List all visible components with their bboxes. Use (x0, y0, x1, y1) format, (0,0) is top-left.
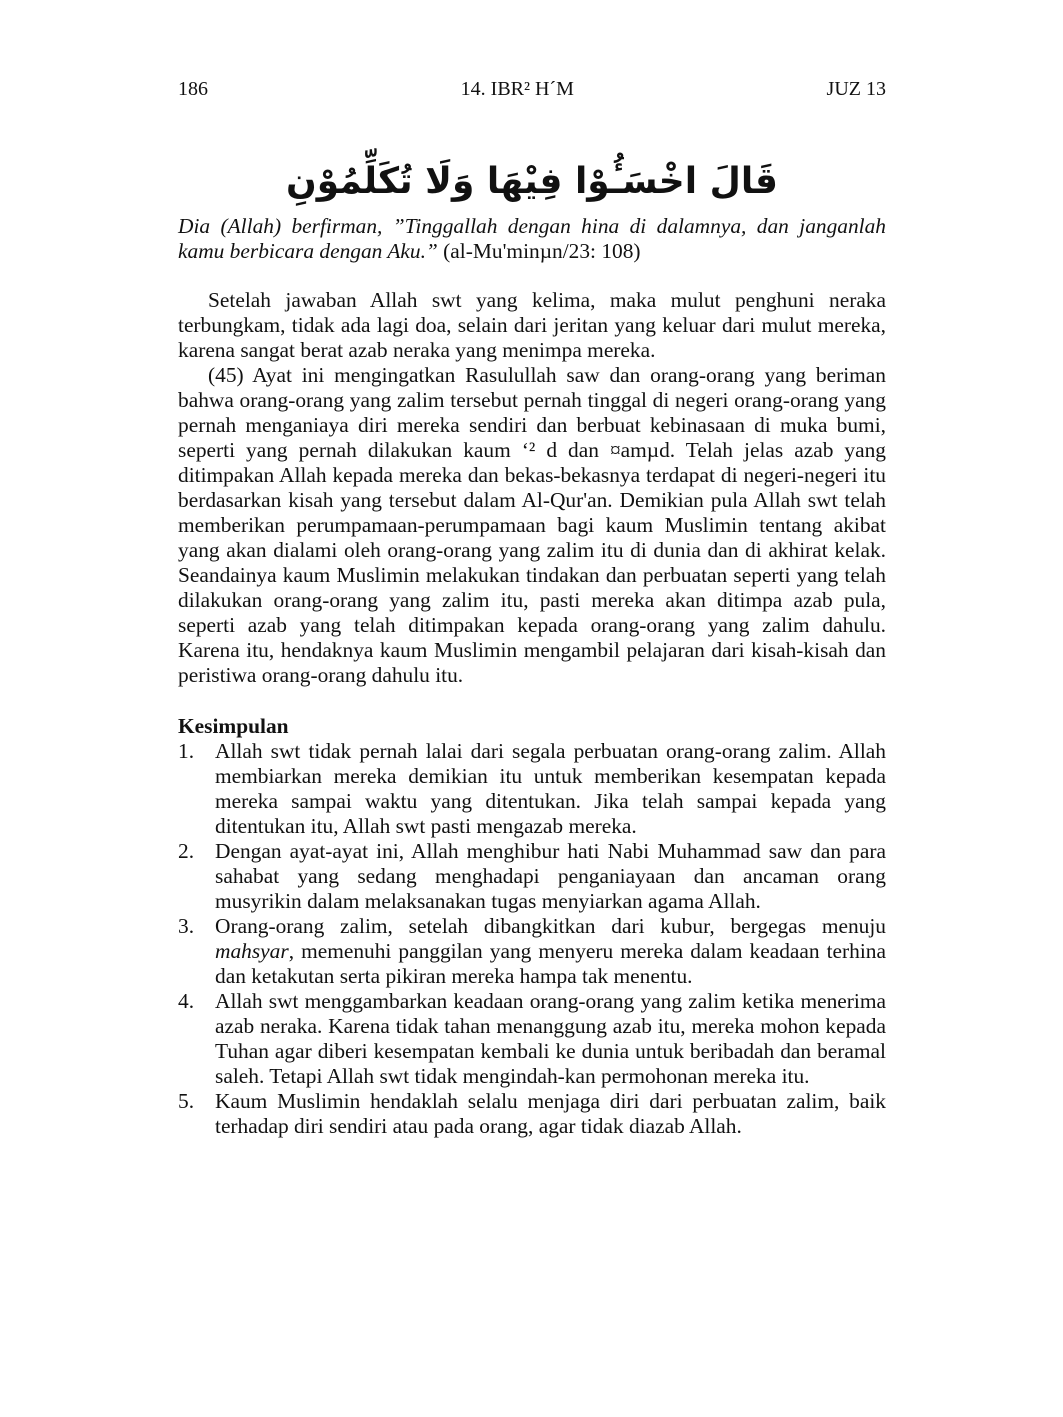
item-text: Kaum Muslimin hendaklah selalu menjaga diri dari perbuatan zalim, baik terhadap diri sendiri atau pada orang, agar tidak diazab Allah. (215, 1089, 886, 1138)
juz-label: JUZ 13 (826, 78, 886, 100)
item-number: 5. (178, 1089, 195, 1113)
section-title: Kesimpulan (178, 714, 289, 738)
verse-reference: (al-Mu'minµn/23: 108) (437, 239, 641, 263)
page-number: 186 (178, 78, 208, 100)
item-text-pre: Orang-orang zalim, setelah dibangkitkan dari kubur, bergegas menuju (215, 914, 886, 938)
list-item (178, 989, 886, 1089)
conclusion-list (178, 739, 886, 1139)
item-number: 2. (178, 839, 195, 863)
arabic-verse: قَالَ اخْسَـُٔوْا فِيْهَا وَلَا تُكَلِّمُوْنِ (286, 161, 778, 202)
item-number: 3. (178, 914, 195, 938)
paragraph: Setelah jawaban Allah swt yang kelima, maka mulut penghuni neraka terbungkam, tidak ada lagi doa, selain dari jeritan yang keluar dari mulut mereka, karena sangat berat azab neraka yang menimpa mereka. (178, 288, 886, 362)
paragraph: (45) Ayat ini mengingatkan Rasulullah saw dan orang-orang yang beriman bahwa orang-orang yang zalim tersebut pernah tinggal di negeri orang-orang yang pernah menganiaya diri mereka sendiri dan berbuat kebinasaan di muka bumi, seperti yang pernah dilakukan kaum ‘² d dan ¤amµd. Telah jelas azab yang ditimpakan Allah kepada mereka dan bekas-bekasnya terdapat di negeri-negeri itu berdasarkan kisah yang tersebut dalam Al-Qur'an. Demikian pula Allah swt telah memberikan perumpamaan-perumpamaan bagi kaum Muslimin tentang akibat yang akan dialami oleh orang-orang yang zalim itu di dunia dan di akhirat kelak. Seandainya kaum Muslimin melakukan tindakan dan perbuatan seperti yang telah dilakukan orang-orang yang zalim itu, pasti mereka akan ditimpa azab pula, seperti azab yang telah ditimpakan kepada orang-orang yang zalim dahulu. Karena itu, hendaknya kaum Muslimin mengambil pelajaran dari kisah-kisah dan peristiwa orang-orang dahulu itu. (178, 363, 886, 687)
list-item (178, 739, 886, 839)
item-number: 4. (178, 989, 195, 1013)
item-text-emphasis: mahsyar (215, 939, 289, 963)
list-item (178, 1089, 886, 1139)
translation-text: Dia (Allah) berfirman, ”Tinggallah dengan hina di dalamnya, dan janganlah kamu berbicara dengan Aku.” (178, 214, 886, 263)
page-header (178, 78, 886, 100)
item-text: Allah swt menggambarkan keadaan orang-orang yang zalim ketika menerima azab neraka. Karena tidak tahan menanggung azab itu, mereka mohon kepada Tuhan agar diberi kesempatan kembali ke dunia untuk beribadah dan beramal saleh. Tetapi Allah swt tidak mengindah-kan permohonan mereka itu. (215, 989, 886, 1088)
item-text-post: , memenuhi panggilan yang menyeru mereka dalam keadaan terhina dan ketakutan serta pikiran mereka hampa tak menentu. (215, 939, 886, 988)
book-page (178, 78, 886, 1139)
verse-translation (178, 214, 886, 264)
item-number: 1. (178, 739, 195, 763)
item-text: Allah swt tidak pernah lalai dari segala perbuatan orang-orang zalim. Allah membiarkan mereka demikian itu untuk memberikan kesempatan kepada mereka sampai waktu yang ditentukan. Jika telah sampai kepada yang ditentukan itu, Allah swt pasti mengazab mereka. (215, 739, 886, 838)
list-item (178, 839, 886, 914)
item-text: Dengan ayat-ayat ini, Allah menghibur hati Nabi Muhammad saw dan para sahabat yang sedang menghadapi penganiayaan dan ancaman orang musyrikin dalam melaksanakan tugas menyiarkan agama Allah. (215, 839, 886, 913)
chapter-title: 14. IBR² H´M (460, 78, 574, 100)
list-item (178, 914, 886, 989)
